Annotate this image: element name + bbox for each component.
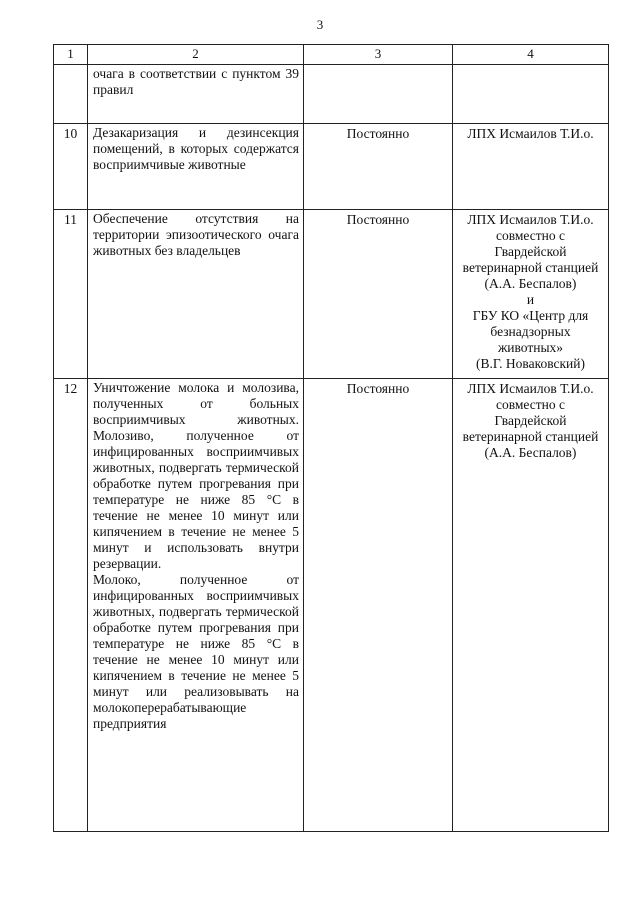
header-col-1: 1 [54,45,88,65]
table-header-row [54,45,609,65]
row-term: Постоянно [304,210,453,379]
row-number: 12 [54,379,88,832]
row-number [54,65,88,124]
responsible-line: ветеринарной станцией [462,429,599,444]
responsible-line: ЛПХ Исмаилов Т.И.о. [467,381,594,396]
responsible-line: (А.А. Беспалов) [484,445,577,460]
description-paragraph: Молоко, полученное от инфицированных восприимчивых животных, подвергать термической обработке путем прогревания при температуре не ниже 85 °C в течение не менее 10 минут или кипячением в течение не менее 5 минут или реализовывать на молокоперерабатывающие предприятия [93,572,299,731]
row-term [304,65,453,124]
row-responsible [453,65,609,124]
table-row-continuation [54,65,609,124]
responsible-line: (А.А. Беспалов) [484,276,577,291]
row-responsible [453,210,609,379]
header-col-3: 3 [304,45,453,65]
row-responsible [453,124,609,210]
responsible-line: (В.Г. Новаковский) [475,356,585,371]
responsible-line: Гвардейской [494,413,567,428]
responsible-line: ГБУ КО «Центр для [472,308,589,323]
row-number: 10 [54,124,88,210]
row-term: Постоянно [304,124,453,210]
row-responsible [453,379,609,832]
responsible-line: безнадзорных [490,324,571,339]
responsible-line: совместно с [496,228,565,243]
header-col-4: 4 [453,45,609,65]
table-row-11 [54,210,609,379]
responsible-line: животных» [497,340,564,355]
responsible-line: ветеринарной станцией [462,260,599,275]
row-description: очага в соответствии с пунктом 39 правил [88,65,304,124]
measures-table [53,44,609,832]
page-number: 3 [316,17,324,32]
row-number: 11 [54,210,88,379]
table-row-10 [54,124,609,210]
table-row-12 [54,379,609,832]
row-description [88,379,304,832]
row-term: Постоянно [304,379,453,832]
row-description: Обеспечение отсутствия на территории эпизоотического очага животных без владельцев [88,210,304,379]
responsible-line: и [526,292,535,307]
description-paragraph: Уничтожение молока и молозива, полученных от больных восприимчивых животных. Молозиво, полученное от инфицированных восприимчивых животных, подвергать термической обработке путем прогревания при температуре не ниже 85 °C в течение не менее 10 минут или кипячением в течение не менее 5 минут и использовать внутри резервации. [93,380,299,571]
responsible-line: Гвардейской [494,244,567,259]
header-col-2: 2 [88,45,304,65]
responsible-line: ЛПХ Исмаилов Т.И.о. [467,126,594,141]
responsible-line: совместно с [496,397,565,412]
responsible-line: ЛПХ Исмаилов Т.И.о. [467,212,594,227]
row-description: Дезакаризация и дезинсекция помещений, в которых содержатся восприимчивые животные [88,124,304,210]
